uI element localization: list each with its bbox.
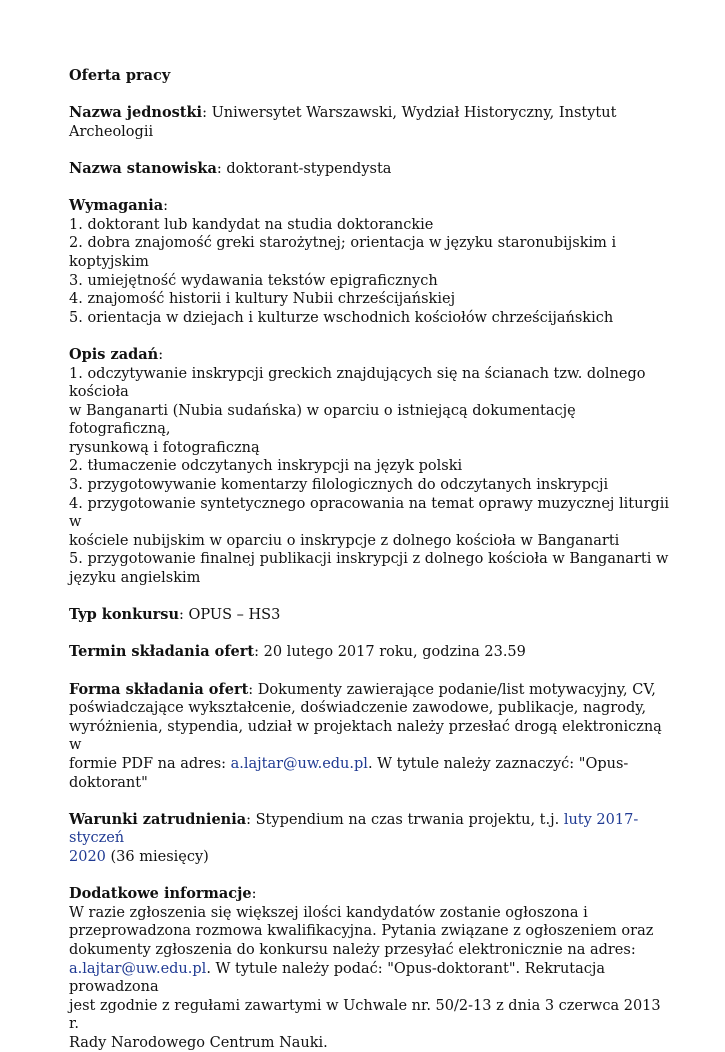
submission-block: Forma składania ofert: Dokumenty zawierające podanie/list motywacyjny, CV, poświadczające wykształcenie, doświadczenie zawodowe, publikacje, nagrody, wyróżnienia, stypendia, udział w projektach należy przesłać drogą elektroniczną w formie PDF na adres: a.lajtar@uw.edu.pl. W tytule należy zaznaczyć: "Opus-doktorant" bbox=[69, 680, 662, 791]
unit-value: Uniwersytet Warszawski, Wydział Historyczny, Instytut Archeologii bbox=[69, 105, 617, 140]
email-link[interactable]: a.lajtar@uw.edu.pl bbox=[69, 960, 207, 977]
deadline-line: Termin składania ofert: 20 lutego 2017 roku, godzina 23.59 bbox=[69, 643, 526, 661]
unit-line: Nazwa jednostki: Uniwersytet Warszawski, Wydział Historyczny, Instytut Archeologii bbox=[69, 104, 617, 140]
position-label: Nazwa stanowiska bbox=[69, 159, 217, 177]
tasks-heading: Opis zadań: bbox=[69, 345, 164, 363]
period-link-continued[interactable]: 2020 bbox=[69, 848, 106, 865]
list-item: 5. przygotowanie finalnej publikacji inskrypcji z dolnego kościoła w Banganarti w języku angielskim bbox=[69, 551, 669, 587]
email-link[interactable]: a.lajtar@uw.edu.pl bbox=[230, 755, 368, 772]
requirements-list bbox=[69, 216, 669, 328]
unit-label: Nazwa jednostki bbox=[69, 104, 203, 122]
position-line: Nazwa stanowiska: doktorant-stypendysta bbox=[69, 159, 392, 177]
list-item: 2. dobra znajomość greki starożytnej; orientacja w języku staronubijskim i koptyjskim bbox=[69, 235, 617, 270]
tasks-list bbox=[69, 365, 669, 588]
document-title: Oferta pracy bbox=[69, 67, 171, 84]
additional-info-block: Dodatkowe informacje: W razie zgłoszenia się większej ilości kandydatów zostanie ogłoszona i przeprowadzona rozmowa kwalifikacyjna. Pytania związane z ogłoszeniem oraz dokumenty zgłoszenia do konkursu należy przesyłać elektronicznie na adres: a.lajtar@uw.edu.pl. W tytule należy podać: "Opus-doktorant". Rekrutacja prowadzona jest zgodnie z regułami zawartymi w Uchwale nr. 50/2-13 z dnia 3 czerwca 2013 r. Rady Narodowego Centrum Nauki. bbox=[69, 885, 661, 1051]
list-item: 3. umiejętność wydawania tekstów epigraficznych bbox=[69, 272, 438, 289]
position-value: doktorant-stypendysta bbox=[226, 160, 392, 177]
requirements-heading: Wymagania: bbox=[69, 197, 168, 215]
competition-type-line: Typ konkursu: OPUS – HS3 bbox=[69, 606, 281, 624]
list-item: 4. przygotowanie syntetycznego opracowania na temat oprawy muzycznej liturgii w kościele nubijskim w oparciu o inskrypcje z dolnego kościoła w Banganarti bbox=[69, 495, 669, 549]
period-link[interactable]: luty 2017-styczeń bbox=[69, 811, 639, 847]
list-item: 4. znajomość historii i kultury Nubii chrześcijańskiej bbox=[69, 291, 456, 308]
list-item: 2. tłumaczenie odczytanych inskrypcji na język polski bbox=[69, 458, 463, 475]
list-item: 3. przygotowywanie komentarzy filologicznych do odczytanych inskrypcji bbox=[69, 477, 609, 494]
employment-block: Warunki zatrudnienia: Stypendium na czas trwania projektu, t.j. luty 2017-styczeń 2020 (36 miesięcy) bbox=[69, 810, 639, 865]
list-item: 1. odczytywanie inskrypcji greckich znajdujących się na ścianach tzw. dolnego kościoła w Banganarti (Nubia sudańska) w oparciu o istniejącą dokumentację fotograficzną, rysunkową i fotograficzną bbox=[69, 365, 646, 456]
document-body bbox=[69, 67, 669, 1052]
list-item: 1. doktorant lub kandydat na studia doktoranckie bbox=[69, 216, 434, 233]
list-item: 5. orientacja w dziejach i kulturze wschodnich kościołów chrześcijańskich bbox=[69, 309, 614, 326]
